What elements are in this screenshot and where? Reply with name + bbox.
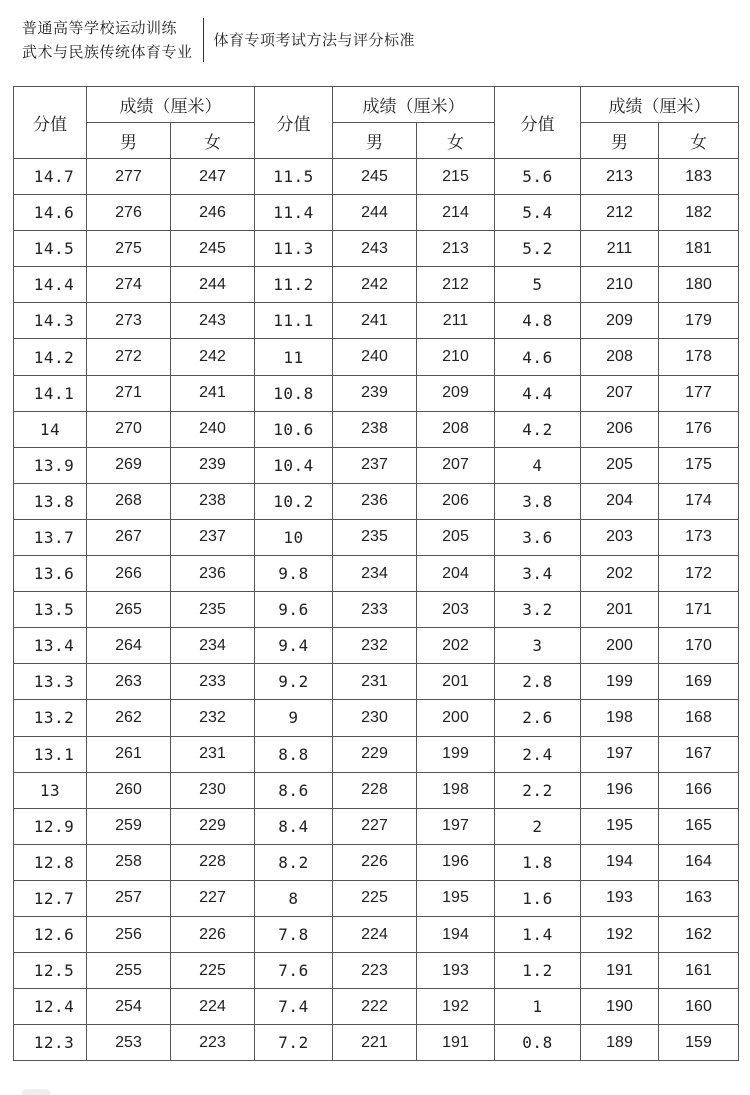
female-score-cell: 211 <box>417 303 495 339</box>
male-score-cell: 226 <box>333 844 417 880</box>
male-score-cell: 258 <box>87 844 171 880</box>
table-row <box>14 195 739 231</box>
table-row <box>14 339 739 375</box>
header-left <box>22 18 203 62</box>
points-cell: 12.5 <box>14 953 87 989</box>
male-score-cell: 236 <box>333 483 417 519</box>
points-cell: 14.4 <box>14 267 87 303</box>
female-score-cell: 172 <box>659 556 739 592</box>
male-score-cell: 274 <box>87 267 171 303</box>
male-score-cell: 240 <box>333 339 417 375</box>
female-score-cell: 161 <box>659 953 739 989</box>
male-score-cell: 277 <box>87 159 171 195</box>
male-score-cell: 195 <box>581 808 659 844</box>
table-row <box>14 736 739 772</box>
female-score-cell: 200 <box>417 700 495 736</box>
female-score-cell: 234 <box>171 628 255 664</box>
table-row <box>14 989 739 1025</box>
points-cell: 5.6 <box>495 159 581 195</box>
female-score-cell: 232 <box>171 700 255 736</box>
male-score-cell: 208 <box>581 339 659 375</box>
points-cell: 13.5 <box>14 592 87 628</box>
header-row-1 <box>14 87 739 123</box>
score-header: 成绩（厘米） <box>333 87 495 123</box>
female-score-cell: 224 <box>171 989 255 1025</box>
female-score-cell: 210 <box>417 339 495 375</box>
male-score-cell: 254 <box>87 989 171 1025</box>
points-cell: 10.2 <box>255 483 333 519</box>
female-score-cell: 240 <box>171 411 255 447</box>
male-score-cell: 235 <box>333 519 417 555</box>
male-score-cell: 200 <box>581 628 659 664</box>
female-score-cell: 180 <box>659 267 739 303</box>
female-score-cell: 238 <box>171 483 255 519</box>
points-cell: 2.8 <box>495 664 581 700</box>
points-cell: 13.2 <box>14 700 87 736</box>
male-score-cell: 213 <box>581 159 659 195</box>
points-cell: 3.2 <box>495 592 581 628</box>
points-cell: 11 <box>255 339 333 375</box>
points-cell: 9 <box>255 700 333 736</box>
female-score-cell: 207 <box>417 447 495 483</box>
points-cell: 13.8 <box>14 483 87 519</box>
male-score-cell: 203 <box>581 519 659 555</box>
male-score-cell: 189 <box>581 1025 659 1061</box>
points-cell: 4.8 <box>495 303 581 339</box>
male-score-cell: 234 <box>333 556 417 592</box>
female-score-cell: 230 <box>171 772 255 808</box>
points-cell: 3.6 <box>495 519 581 555</box>
points-header: 分值 <box>255 87 333 159</box>
female-score-cell: 181 <box>659 231 739 267</box>
table-row <box>14 628 739 664</box>
points-cell: 7.6 <box>255 953 333 989</box>
female-score-cell: 183 <box>659 159 739 195</box>
female-score-cell: 199 <box>417 736 495 772</box>
male-score-cell: 230 <box>333 700 417 736</box>
male-score-cell: 228 <box>333 772 417 808</box>
points-cell: 14.7 <box>14 159 87 195</box>
points-cell: 9.2 <box>255 664 333 700</box>
points-cell: 9.4 <box>255 628 333 664</box>
points-cell: 8.2 <box>255 844 333 880</box>
score-table <box>13 86 739 1061</box>
male-score-cell: 204 <box>581 483 659 519</box>
female-score-cell: 246 <box>171 195 255 231</box>
male-score-cell: 231 <box>333 664 417 700</box>
table-row <box>14 447 739 483</box>
male-score-cell: 233 <box>333 592 417 628</box>
male-score-cell: 265 <box>87 592 171 628</box>
male-score-cell: 194 <box>581 844 659 880</box>
female-score-cell: 163 <box>659 880 739 916</box>
female-score-cell: 204 <box>417 556 495 592</box>
table-row <box>14 483 739 519</box>
table-row <box>14 267 739 303</box>
points-cell: 11.1 <box>255 303 333 339</box>
female-score-cell: 212 <box>417 267 495 303</box>
male-score-cell: 268 <box>87 483 171 519</box>
female-score-cell: 165 <box>659 808 739 844</box>
header-row-2 <box>14 123 739 159</box>
female-score-cell: 191 <box>417 1025 495 1061</box>
female-score-cell: 245 <box>171 231 255 267</box>
points-cell: 14.1 <box>14 375 87 411</box>
male-score-cell: 261 <box>87 736 171 772</box>
female-score-cell: 214 <box>417 195 495 231</box>
female-score-cell: 177 <box>659 375 739 411</box>
female-score-cell: 168 <box>659 700 739 736</box>
points-cell: 8 <box>255 880 333 916</box>
female-score-cell: 236 <box>171 556 255 592</box>
male-score-cell: 237 <box>333 447 417 483</box>
table-row <box>14 916 739 952</box>
table-row <box>14 411 739 447</box>
female-score-cell: 174 <box>659 483 739 519</box>
female-score-cell: 159 <box>659 1025 739 1061</box>
points-cell: 10 <box>255 519 333 555</box>
table-row <box>14 519 739 555</box>
score-table-body <box>14 159 739 1061</box>
female-score-cell: 173 <box>659 519 739 555</box>
table-row <box>14 303 739 339</box>
female-score-cell: 198 <box>417 772 495 808</box>
table-row <box>14 592 739 628</box>
male-score-cell: 263 <box>87 664 171 700</box>
table-row <box>14 880 739 916</box>
points-cell: 3 <box>495 628 581 664</box>
female-score-cell: 192 <box>417 989 495 1025</box>
female-score-cell: 244 <box>171 267 255 303</box>
male-score-cell: 255 <box>87 953 171 989</box>
points-cell: 10.6 <box>255 411 333 447</box>
female-score-cell: 233 <box>171 664 255 700</box>
male-score-cell: 241 <box>333 303 417 339</box>
male-score-cell: 227 <box>333 808 417 844</box>
points-cell: 3.4 <box>495 556 581 592</box>
male-score-cell: 221 <box>333 1025 417 1061</box>
male-score-cell: 260 <box>87 772 171 808</box>
points-header: 分值 <box>14 87 87 159</box>
female-score-cell: 242 <box>171 339 255 375</box>
page-edge-mark <box>22 1089 50 1095</box>
female-score-cell: 195 <box>417 880 495 916</box>
male-score-cell: 272 <box>87 339 171 375</box>
points-cell: 8.4 <box>255 808 333 844</box>
male-score-cell: 239 <box>333 375 417 411</box>
female-score-cell: 167 <box>659 736 739 772</box>
points-cell: 1.4 <box>495 916 581 952</box>
points-cell: 11.3 <box>255 231 333 267</box>
male-score-cell: 232 <box>333 628 417 664</box>
female-score-cell: 179 <box>659 303 739 339</box>
male-score-cell: 229 <box>333 736 417 772</box>
female-score-cell: 226 <box>171 916 255 952</box>
male-header: 男 <box>87 123 171 159</box>
female-score-cell: 164 <box>659 844 739 880</box>
table-row <box>14 159 739 195</box>
female-score-cell: 162 <box>659 916 739 952</box>
female-score-cell: 197 <box>417 808 495 844</box>
male-score-cell: 253 <box>87 1025 171 1061</box>
female-score-cell: 202 <box>417 628 495 664</box>
points-cell: 14.5 <box>14 231 87 267</box>
male-score-cell: 193 <box>581 880 659 916</box>
points-cell: 0.8 <box>495 1025 581 1061</box>
score-header: 成绩（厘米） <box>581 87 739 123</box>
male-score-cell: 198 <box>581 700 659 736</box>
male-score-cell: 190 <box>581 989 659 1025</box>
female-score-cell: 243 <box>171 303 255 339</box>
table-row <box>14 375 739 411</box>
male-score-cell: 223 <box>333 953 417 989</box>
female-score-cell: 205 <box>417 519 495 555</box>
table-row <box>14 700 739 736</box>
points-cell: 4.6 <box>495 339 581 375</box>
score-header: 成绩（厘米） <box>87 87 255 123</box>
points-cell: 2.4 <box>495 736 581 772</box>
points-cell: 2.2 <box>495 772 581 808</box>
female-score-cell: 213 <box>417 231 495 267</box>
points-cell: 7.4 <box>255 989 333 1025</box>
male-score-cell: 224 <box>333 916 417 952</box>
female-score-cell: 193 <box>417 953 495 989</box>
header-line-2: 武术与民族传统体育专业 <box>22 43 193 61</box>
male-score-cell: 267 <box>87 519 171 555</box>
points-cell: 2.6 <box>495 700 581 736</box>
points-cell: 13 <box>14 772 87 808</box>
points-cell: 12.9 <box>14 808 87 844</box>
male-score-cell: 256 <box>87 916 171 952</box>
table-row <box>14 1025 739 1061</box>
points-cell: 5.2 <box>495 231 581 267</box>
male-score-cell: 266 <box>87 556 171 592</box>
points-cell: 5.4 <box>495 195 581 231</box>
male-score-cell: 270 <box>87 411 171 447</box>
male-score-cell: 242 <box>333 267 417 303</box>
points-cell: 14.3 <box>14 303 87 339</box>
female-score-cell: 170 <box>659 628 739 664</box>
male-score-cell: 209 <box>581 303 659 339</box>
points-cell: 8.6 <box>255 772 333 808</box>
female-score-cell: 223 <box>171 1025 255 1061</box>
table-row <box>14 772 739 808</box>
female-score-cell: 201 <box>417 664 495 700</box>
female-score-cell: 229 <box>171 808 255 844</box>
male-score-cell: 210 <box>581 267 659 303</box>
points-cell: 1.6 <box>495 880 581 916</box>
points-cell: 5 <box>495 267 581 303</box>
table-row <box>14 231 739 267</box>
male-score-cell: 273 <box>87 303 171 339</box>
page-header <box>22 18 415 62</box>
male-score-cell: 243 <box>333 231 417 267</box>
male-score-cell: 244 <box>333 195 417 231</box>
male-score-cell: 202 <box>581 556 659 592</box>
table-row <box>14 808 739 844</box>
female-score-cell: 235 <box>171 592 255 628</box>
points-cell: 1.8 <box>495 844 581 880</box>
female-score-cell: 160 <box>659 989 739 1025</box>
male-header: 男 <box>581 123 659 159</box>
female-score-cell: 209 <box>417 375 495 411</box>
points-cell: 13.6 <box>14 556 87 592</box>
male-score-cell: 199 <box>581 664 659 700</box>
header-line-1: 普通高等学校运动训练 <box>22 19 178 37</box>
points-cell: 11.4 <box>255 195 333 231</box>
points-cell: 12.3 <box>14 1025 87 1061</box>
points-cell: 7.2 <box>255 1025 333 1061</box>
table-row <box>14 844 739 880</box>
male-score-cell: 257 <box>87 880 171 916</box>
male-score-cell: 192 <box>581 916 659 952</box>
female-score-cell: 208 <box>417 411 495 447</box>
points-cell: 13.3 <box>14 664 87 700</box>
header-title: 体育专项考试方法与评分标准 <box>213 31 416 49</box>
male-score-cell: 201 <box>581 592 659 628</box>
points-cell: 2 <box>495 808 581 844</box>
female-score-cell: 169 <box>659 664 739 700</box>
male-score-cell: 225 <box>333 880 417 916</box>
female-score-cell: 178 <box>659 339 739 375</box>
points-cell: 13.4 <box>14 628 87 664</box>
points-cell: 3.8 <box>495 483 581 519</box>
points-cell: 13.1 <box>14 736 87 772</box>
female-header: 女 <box>171 123 255 159</box>
points-cell: 12.8 <box>14 844 87 880</box>
points-cell: 14 <box>14 411 87 447</box>
points-cell: 12.7 <box>14 880 87 916</box>
male-score-cell: 245 <box>333 159 417 195</box>
female-score-cell: 227 <box>171 880 255 916</box>
female-header: 女 <box>659 123 739 159</box>
female-score-cell: 247 <box>171 159 255 195</box>
female-score-cell: 228 <box>171 844 255 880</box>
points-cell: 10.4 <box>255 447 333 483</box>
points-header: 分值 <box>495 87 581 159</box>
male-score-cell: 271 <box>87 375 171 411</box>
female-score-cell: 237 <box>171 519 255 555</box>
table-row <box>14 556 739 592</box>
points-cell: 4 <box>495 447 581 483</box>
female-score-cell: 196 <box>417 844 495 880</box>
male-score-cell: 222 <box>333 989 417 1025</box>
male-header: 男 <box>333 123 417 159</box>
female-score-cell: 231 <box>171 736 255 772</box>
points-cell: 11.5 <box>255 159 333 195</box>
points-cell: 14.2 <box>14 339 87 375</box>
female-score-cell: 203 <box>417 592 495 628</box>
table-row <box>14 664 739 700</box>
table-row <box>14 953 739 989</box>
male-score-cell: 238 <box>333 411 417 447</box>
points-cell: 1 <box>495 989 581 1025</box>
male-score-cell: 212 <box>581 195 659 231</box>
points-cell: 4.4 <box>495 375 581 411</box>
female-score-cell: 215 <box>417 159 495 195</box>
male-score-cell: 197 <box>581 736 659 772</box>
male-score-cell: 206 <box>581 411 659 447</box>
points-cell: 10.8 <box>255 375 333 411</box>
points-cell: 8.8 <box>255 736 333 772</box>
male-score-cell: 207 <box>581 375 659 411</box>
male-score-cell: 275 <box>87 231 171 267</box>
female-score-cell: 166 <box>659 772 739 808</box>
points-cell: 9.6 <box>255 592 333 628</box>
points-cell: 4.2 <box>495 411 581 447</box>
male-score-cell: 211 <box>581 231 659 267</box>
male-score-cell: 259 <box>87 808 171 844</box>
male-score-cell: 262 <box>87 700 171 736</box>
female-score-cell: 176 <box>659 411 739 447</box>
points-cell: 12.6 <box>14 916 87 952</box>
male-score-cell: 264 <box>87 628 171 664</box>
points-cell: 9.8 <box>255 556 333 592</box>
points-cell: 13.7 <box>14 519 87 555</box>
female-header: 女 <box>417 123 495 159</box>
female-score-cell: 194 <box>417 916 495 952</box>
male-score-cell: 196 <box>581 772 659 808</box>
female-score-cell: 182 <box>659 195 739 231</box>
female-score-cell: 225 <box>171 953 255 989</box>
male-score-cell: 276 <box>87 195 171 231</box>
points-cell: 1.2 <box>495 953 581 989</box>
female-score-cell: 239 <box>171 447 255 483</box>
female-score-cell: 171 <box>659 592 739 628</box>
male-score-cell: 269 <box>87 447 171 483</box>
male-score-cell: 205 <box>581 447 659 483</box>
points-cell: 12.4 <box>14 989 87 1025</box>
points-cell: 7.8 <box>255 916 333 952</box>
female-score-cell: 241 <box>171 375 255 411</box>
female-score-cell: 175 <box>659 447 739 483</box>
header-divider <box>203 18 204 62</box>
points-cell: 14.6 <box>14 195 87 231</box>
male-score-cell: 191 <box>581 953 659 989</box>
points-cell: 11.2 <box>255 267 333 303</box>
female-score-cell: 206 <box>417 483 495 519</box>
points-cell: 13.9 <box>14 447 87 483</box>
